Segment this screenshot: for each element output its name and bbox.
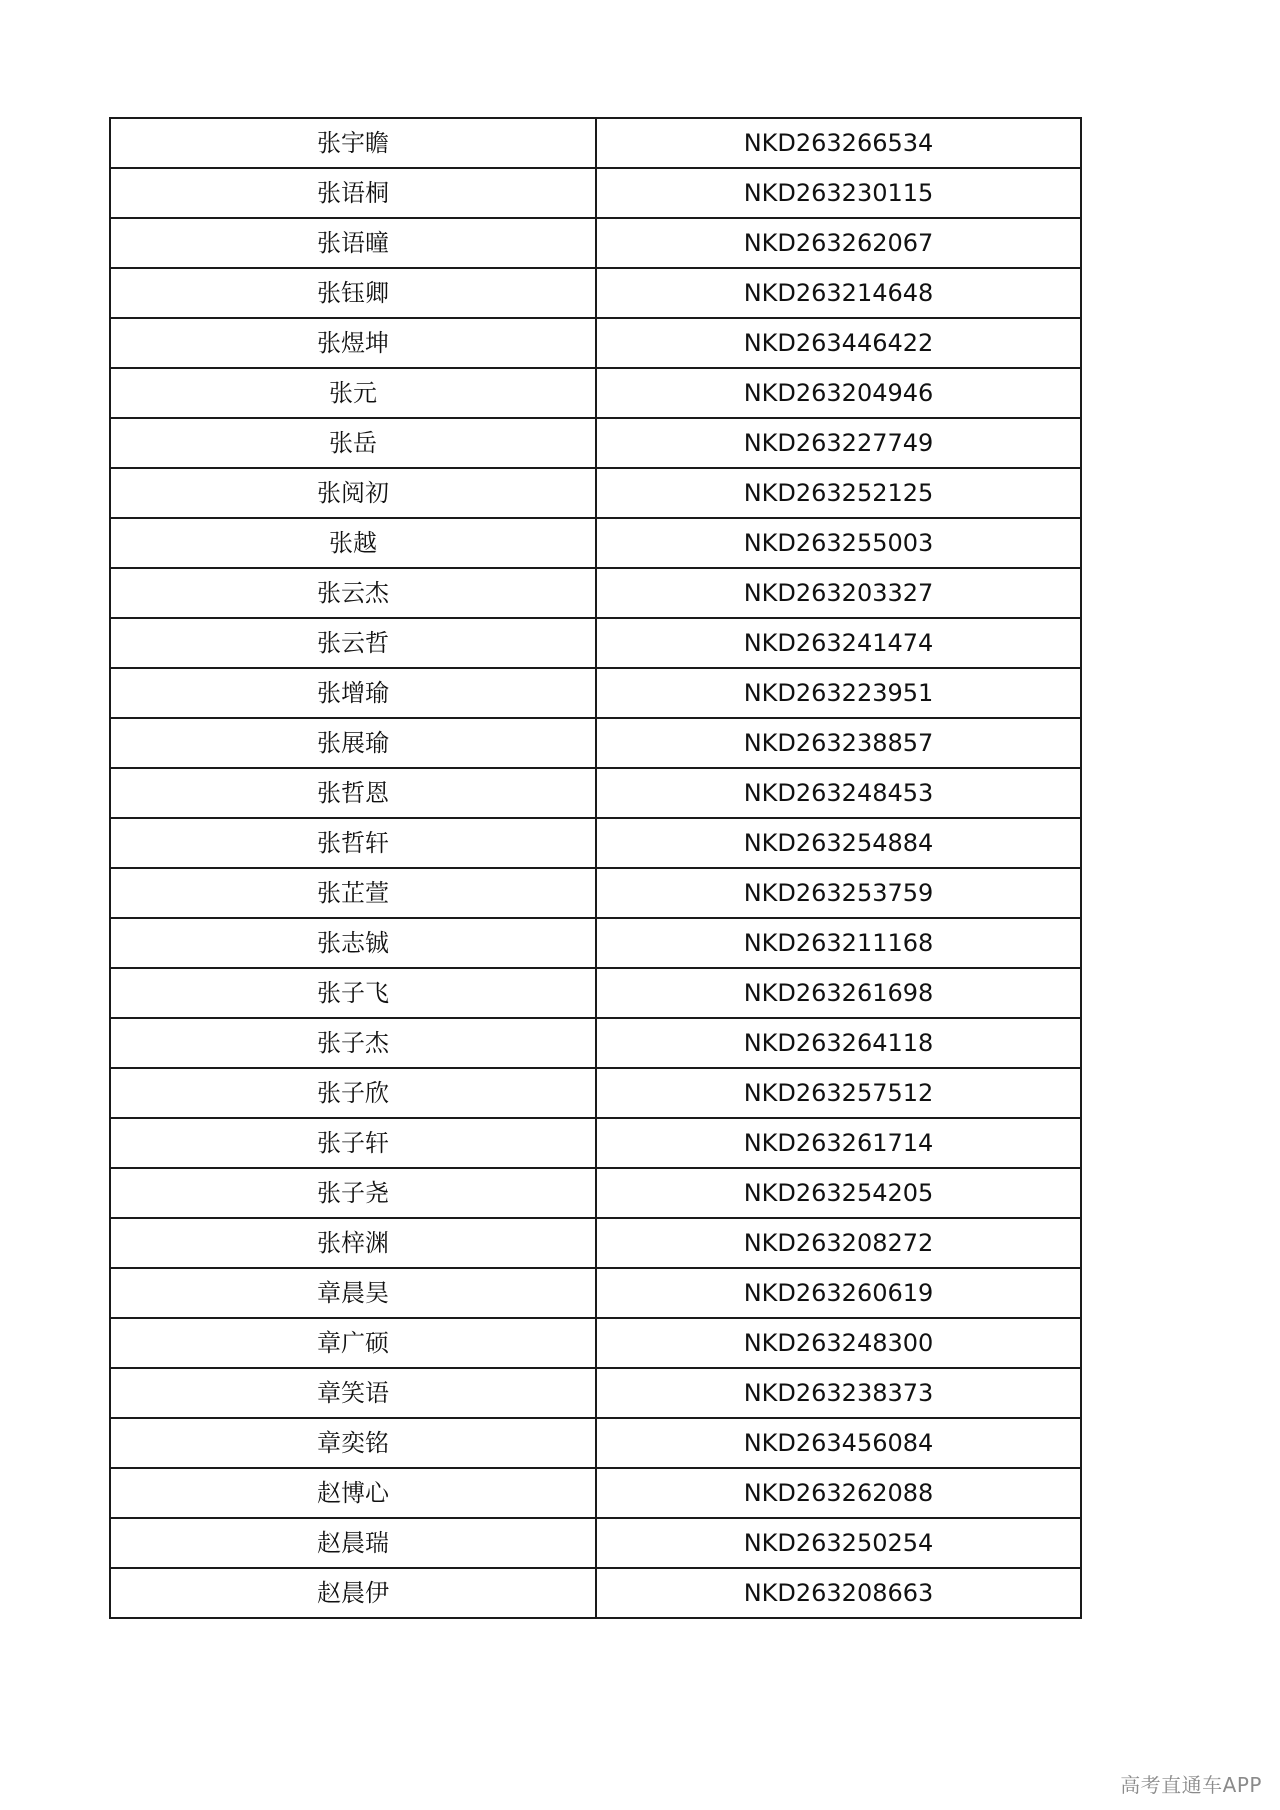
- exam-number-cell: NKD263260619: [596, 1268, 1081, 1318]
- student-name-cell: 张煜坤: [110, 318, 596, 368]
- exam-number-cell: NKD263238857: [596, 718, 1081, 768]
- exam-number-cell: NKD263257512: [596, 1068, 1081, 1118]
- table-row: [110, 618, 1081, 668]
- student-name-cell: 章广硕: [110, 1318, 596, 1368]
- exam-number-cell: NKD263446422: [596, 318, 1081, 368]
- exam-number-cell: NKD263250254: [596, 1518, 1081, 1568]
- student-name-cell: 赵晨瑞: [110, 1518, 596, 1568]
- roster-table-body: [110, 118, 1081, 1618]
- exam-number-cell: NKD263262088: [596, 1468, 1081, 1518]
- table-row: [110, 468, 1081, 518]
- table-row: [110, 268, 1081, 318]
- table-row: [110, 368, 1081, 418]
- student-name-cell: 张梓渊: [110, 1218, 596, 1268]
- exam-number-cell: NKD263241474: [596, 618, 1081, 668]
- table-row: [110, 718, 1081, 768]
- student-name-cell: 张越: [110, 518, 596, 568]
- exam-number-cell: NKD263253759: [596, 868, 1081, 918]
- student-name-cell: 张子杰: [110, 1018, 596, 1068]
- student-name-cell: 张语桐: [110, 168, 596, 218]
- exam-number-cell: NKD263264118: [596, 1018, 1081, 1068]
- student-name-cell: 张芷萱: [110, 868, 596, 918]
- table-row: [110, 1118, 1081, 1168]
- student-name-cell: 张岳: [110, 418, 596, 468]
- student-name-cell: 赵博心: [110, 1468, 596, 1518]
- student-name-cell: 张志铖: [110, 918, 596, 968]
- table-row: [110, 1268, 1081, 1318]
- table-row: [110, 1468, 1081, 1518]
- exam-number-cell: NKD263208663: [596, 1568, 1081, 1618]
- exam-number-cell: NKD263255003: [596, 518, 1081, 568]
- table-row: [110, 568, 1081, 618]
- table-row: [110, 818, 1081, 868]
- exam-number-cell: NKD263203327: [596, 568, 1081, 618]
- student-name-cell: 张子尧: [110, 1168, 596, 1218]
- table-row: [110, 1168, 1081, 1218]
- exam-number-cell: NKD263261698: [596, 968, 1081, 1018]
- student-name-cell: 张哲轩: [110, 818, 596, 868]
- table-row: [110, 1568, 1081, 1618]
- exam-number-cell: NKD263261714: [596, 1118, 1081, 1168]
- exam-number-cell: NKD263266534: [596, 118, 1081, 168]
- roster-table: [109, 117, 1082, 1619]
- table-row: [110, 668, 1081, 718]
- student-name-cell: 章笑语: [110, 1368, 596, 1418]
- table-row: [110, 1218, 1081, 1268]
- exam-number-cell: NKD263248300: [596, 1318, 1081, 1368]
- exam-number-cell: NKD263254884: [596, 818, 1081, 868]
- student-name-cell: 张哲恩: [110, 768, 596, 818]
- table-row: [110, 1068, 1081, 1118]
- exam-number-cell: NKD263456084: [596, 1418, 1081, 1468]
- table-row: [110, 218, 1081, 268]
- student-name-cell: 张增瑜: [110, 668, 596, 718]
- exam-number-cell: NKD263214648: [596, 268, 1081, 318]
- exam-number-cell: NKD263252125: [596, 468, 1081, 518]
- exam-number-cell: NKD263204946: [596, 368, 1081, 418]
- student-name-cell: 赵晨伊: [110, 1568, 596, 1618]
- student-name-cell: 张钰卿: [110, 268, 596, 318]
- table-row: [110, 1018, 1081, 1068]
- student-name-cell: 张语曈: [110, 218, 596, 268]
- table-row: [110, 168, 1081, 218]
- student-name-cell: 章奕铭: [110, 1418, 596, 1468]
- table-row: [110, 1368, 1081, 1418]
- student-name-cell: 张宇瞻: [110, 118, 596, 168]
- table-row: [110, 1418, 1081, 1468]
- exam-number-cell: NKD263223951: [596, 668, 1081, 718]
- student-name-cell: 张子飞: [110, 968, 596, 1018]
- exam-number-cell: NKD263262067: [596, 218, 1081, 268]
- table-row: [110, 768, 1081, 818]
- student-name-cell: 张元: [110, 368, 596, 418]
- student-name-cell: 张阅初: [110, 468, 596, 518]
- table-row: [110, 418, 1081, 468]
- student-name-cell: 张展瑜: [110, 718, 596, 768]
- student-name-cell: 张子欣: [110, 1068, 596, 1118]
- app-watermark: 高考直通车APP: [1120, 1773, 1262, 1797]
- exam-number-cell: NKD263230115: [596, 168, 1081, 218]
- table-row: [110, 118, 1081, 168]
- table-row: [110, 868, 1081, 918]
- table-row: [110, 318, 1081, 368]
- table-row: [110, 968, 1081, 1018]
- table-row: [110, 918, 1081, 968]
- exam-number-cell: NKD263227749: [596, 418, 1081, 468]
- student-name-cell: 张云哲: [110, 618, 596, 668]
- exam-number-cell: NKD263248453: [596, 768, 1081, 818]
- table-row: [110, 1318, 1081, 1368]
- exam-number-cell: NKD263254205: [596, 1168, 1081, 1218]
- student-name-cell: 张云杰: [110, 568, 596, 618]
- student-name-cell: 张子轩: [110, 1118, 596, 1168]
- exam-number-cell: NKD263211168: [596, 918, 1081, 968]
- exam-number-cell: NKD263238373: [596, 1368, 1081, 1418]
- exam-number-cell: NKD263208272: [596, 1218, 1081, 1268]
- table-row: [110, 518, 1081, 568]
- table-row: [110, 1518, 1081, 1568]
- student-name-cell: 章晨昊: [110, 1268, 596, 1318]
